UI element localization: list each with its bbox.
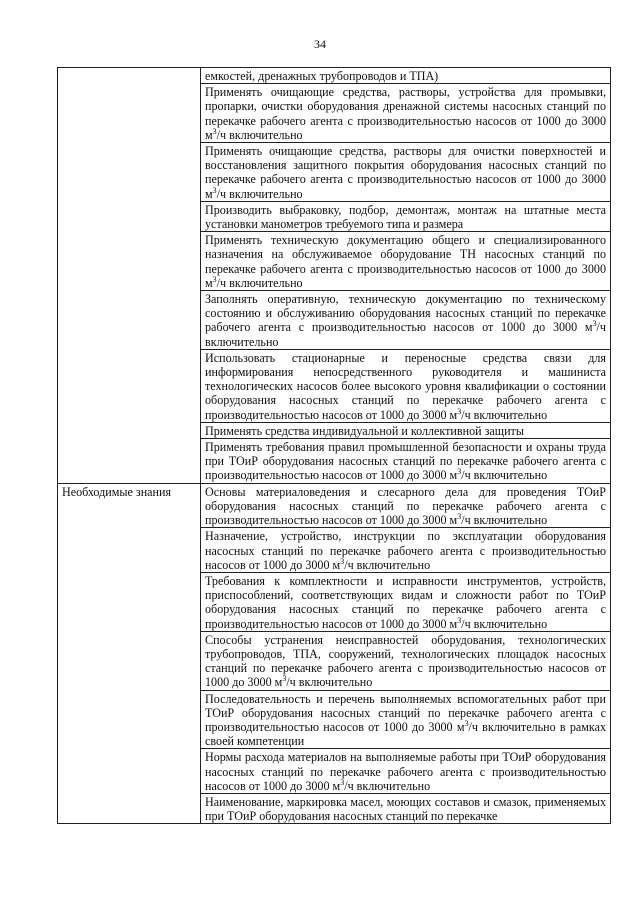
cube-superscript: 3 (282, 674, 287, 684)
skill-item: Производить выбраковку, подбор, демонтаж, монтаж на штатные места установки манометров требуемого типа и размера (201, 201, 611, 231)
cube-superscript: 3 (212, 185, 217, 195)
cube-superscript: 3 (340, 777, 345, 787)
skill-item: Применять средства индивидуальной и коллективной защиты (201, 422, 611, 438)
skill-item: Заполнять оперативную, техническую документацию по техническому состоянию и обслуживанию оборудования насосных станций по перекачке рабочего агента с производительностью насосов от 1000 до 3000 $м^3/ч$ включительно (201, 291, 611, 350)
skill-item: Применять техническую документацию общего и специализированного назначения на обслуживаемое оборудование ТН насосных станций по перекачке рабочего агента с производительностью насосов от 1000 до 3000 $м^3/ч$ включительно (201, 232, 611, 291)
skill-item: емкостей, дренажных трубопроводов и ТПА) (201, 68, 611, 84)
skill-item: Применять требования правил промышленной безопасности и охраны труда при ТОиР оборудования насосных станций по перекачке рабочего агента с производительностью насосов от 1000 до 3000 $м^3/ч$ включительно (201, 439, 611, 484)
knowledge-item: Назначение, устройство, инструкции по эксплуатации оборудования насосных станций по перекачке рабочего агента с производительностью насосов от 1000 до 3000 $м^3/ч$ включительно (201, 528, 611, 573)
cube-superscript: 3 (464, 718, 469, 728)
knowledge-item: Требования к комплектности и исправности инструментов, устройств, приспособлений, соответствующих видам и сложности работ по ТОиР оборудования насосных станций по перекачке рабочего агента с производительностью насосов от 1000 до 3000 $м^3/ч$ включительно (201, 572, 611, 631)
cube-superscript: 3 (457, 512, 462, 522)
cube-superscript: 3 (212, 126, 217, 136)
knowledge-item: Способы устранения неисправностей оборудования, технологических трубопроводов, ТПА, сооружений, технологических площадок насосных станций по перекачке рабочего агента с производительностью насосов от 1000 до 3000 $м^3/ч$ включительно (201, 631, 611, 690)
knowledge-label: Необходимые знания (58, 483, 201, 824)
cube-superscript: 3 (457, 467, 462, 477)
cube-superscript: 3 (340, 556, 345, 566)
skill-item: Использовать стационарные и переносные средства связи для информирования непосредственного руководителя и машиниста технологических насосов более высокого уровня квалификации о состоянии оборудования насосных станций по перекачке рабочего агента с производительностью насосов от 1000 до 3000 $м^3/ч$ включительно (201, 349, 611, 422)
cube-superscript: 3 (212, 274, 217, 284)
table-row (58, 68, 611, 84)
competency-table (57, 67, 611, 824)
knowledge-item: Последовательность и перечень выполняемых вспомогательных работ при ТОиР оборудования насосных станций по перекачке рабочего агента с производительностью насосов от 1000 до 3000 $м^3/ч$ включительно в рамках своей компетенции (201, 690, 611, 749)
skill-item: Применять очищающие средства, растворы для очистки поверхностей и восстановления защитного покрытия оборудования насосных станций по перекачке рабочего агента с производительностью насосов от 1000 до 3000 $м^3/ч$ включительно (201, 143, 611, 202)
knowledge-item: Нормы расхода материалов на выполняемые работы при ТОиР оборудования насосных станций по перекачке рабочего агента с производительностью насосов от 1000 до 3000 $м^3/ч$ включительно (201, 749, 611, 794)
skills-label-cell (58, 68, 201, 484)
cube-superscript: 3 (457, 406, 462, 416)
knowledge-item: Наименование, маркировка масел, моющих составов и смазок, применяемых при ТОиР оборудования насосных станций по перекачке (201, 793, 611, 823)
skill-item: Применять очищающие средства, растворы, устройства для промывки, пропарки, очистки оборудования дренажной системы насосных станций по перекачке рабочего агента с производительностью насосов от 1000 до 3000 $м^3/ч$ включительно (201, 84, 611, 143)
knowledge-item: Основы материаловедения и слесарного дела для проведения ТОиР оборудования насосных станций по перекачке рабочего агента с производительностью насосов от 1000 до 3000 $м^3/ч$ включительно (201, 483, 611, 528)
cube-superscript: 3 (592, 319, 597, 329)
table-row (58, 483, 611, 528)
page-number: 34 (314, 37, 326, 51)
cube-superscript: 3 (457, 615, 462, 625)
